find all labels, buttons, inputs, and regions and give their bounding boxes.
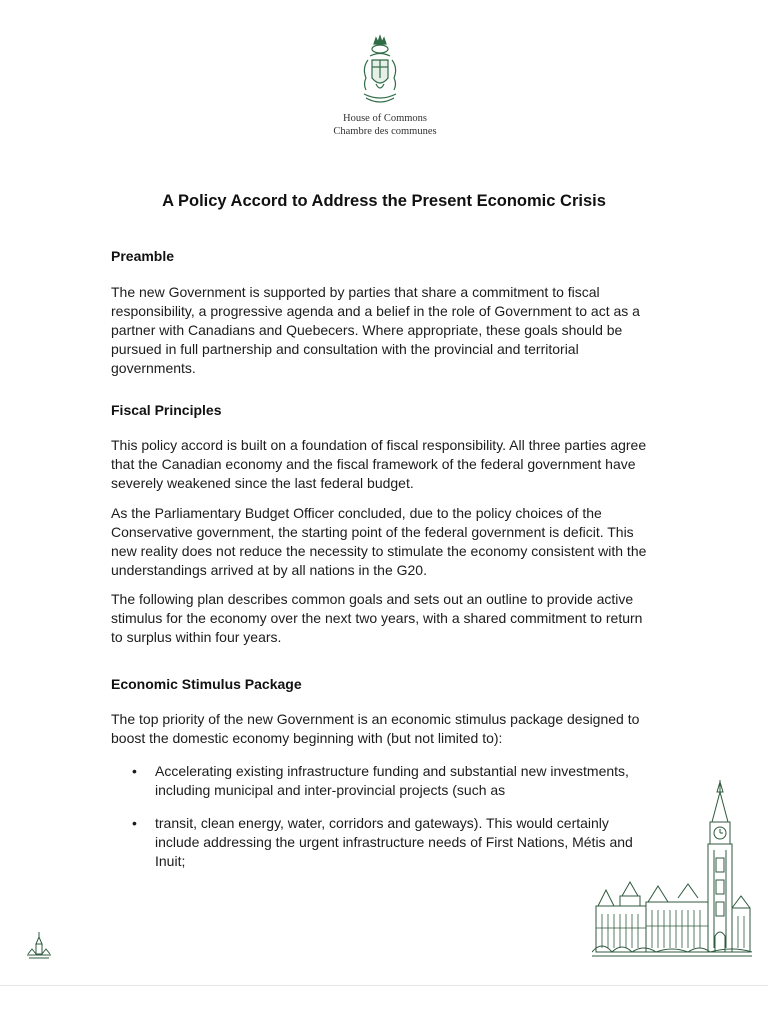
bullet-glyph: • <box>132 815 137 831</box>
document-title: A Policy Accord to Address the Present Economic Crisis <box>162 192 606 210</box>
fiscal-paragraph-3: The following plan describes common goals and sets out an outline to provide active stimulus for the economy over the next two years, with a shared commitment to return to surplus within four years. <box>111 591 643 645</box>
house-of-commons-label: House of Commons <box>343 113 427 124</box>
bullet-glyph: • <box>132 763 137 779</box>
stimulus-bullet-1: Accelerating existing infrastructure funding and substantial new investments, including municipal and inter-provincial projects (such as <box>155 763 629 798</box>
coat-of-arms-icon <box>358 34 402 112</box>
chambre-des-communes-label: Chambre des communes <box>333 126 437 137</box>
stimulus-bullet-2: transit, clean energy, water, corridors and gateways). This would certainly include addressing the urgent infrastructure needs of First Nations, Métis and Inuit; <box>155 815 633 869</box>
fiscal-paragraph-2: As the Parliamentary Budget Officer concluded, due to the policy choices of the Conservative government, the starting point of the federal government is deficit. This new reality does not reduce the necessity to stimulate the economy consistent with the understandings arrived at by all nations in the G20. <box>111 505 647 578</box>
stimulus-intro-paragraph: The top priority of the new Government is an economic stimulus package designed to boost the domestic economy beginning with (but not limited to): <box>111 711 640 746</box>
economic-stimulus-heading: Economic Stimulus Package <box>111 676 302 692</box>
preamble-paragraph: The new Government is supported by parties that share a commitment to fiscal responsibility, a progressive agenda and a belief in the role of Government to act as a partner with Canadians and Quebecers. Where appropriate, these goals should be pursued in full partnership and consultation with the provincial and territorial governments. <box>111 284 640 376</box>
preamble-heading: Preamble <box>111 248 175 264</box>
page-edge-divider <box>0 985 768 986</box>
parliament-small-icon <box>26 930 52 960</box>
parliament-building-illustration-icon <box>592 778 752 964</box>
fiscal-paragraph-1: This policy accord is built on a foundation of fiscal responsibility. All three parties agree that the Canadian economy and the fiscal framework of the federal government have severely weakened since the last federal budget. <box>111 437 647 491</box>
fiscal-principles-heading: Fiscal Principles <box>111 402 222 418</box>
